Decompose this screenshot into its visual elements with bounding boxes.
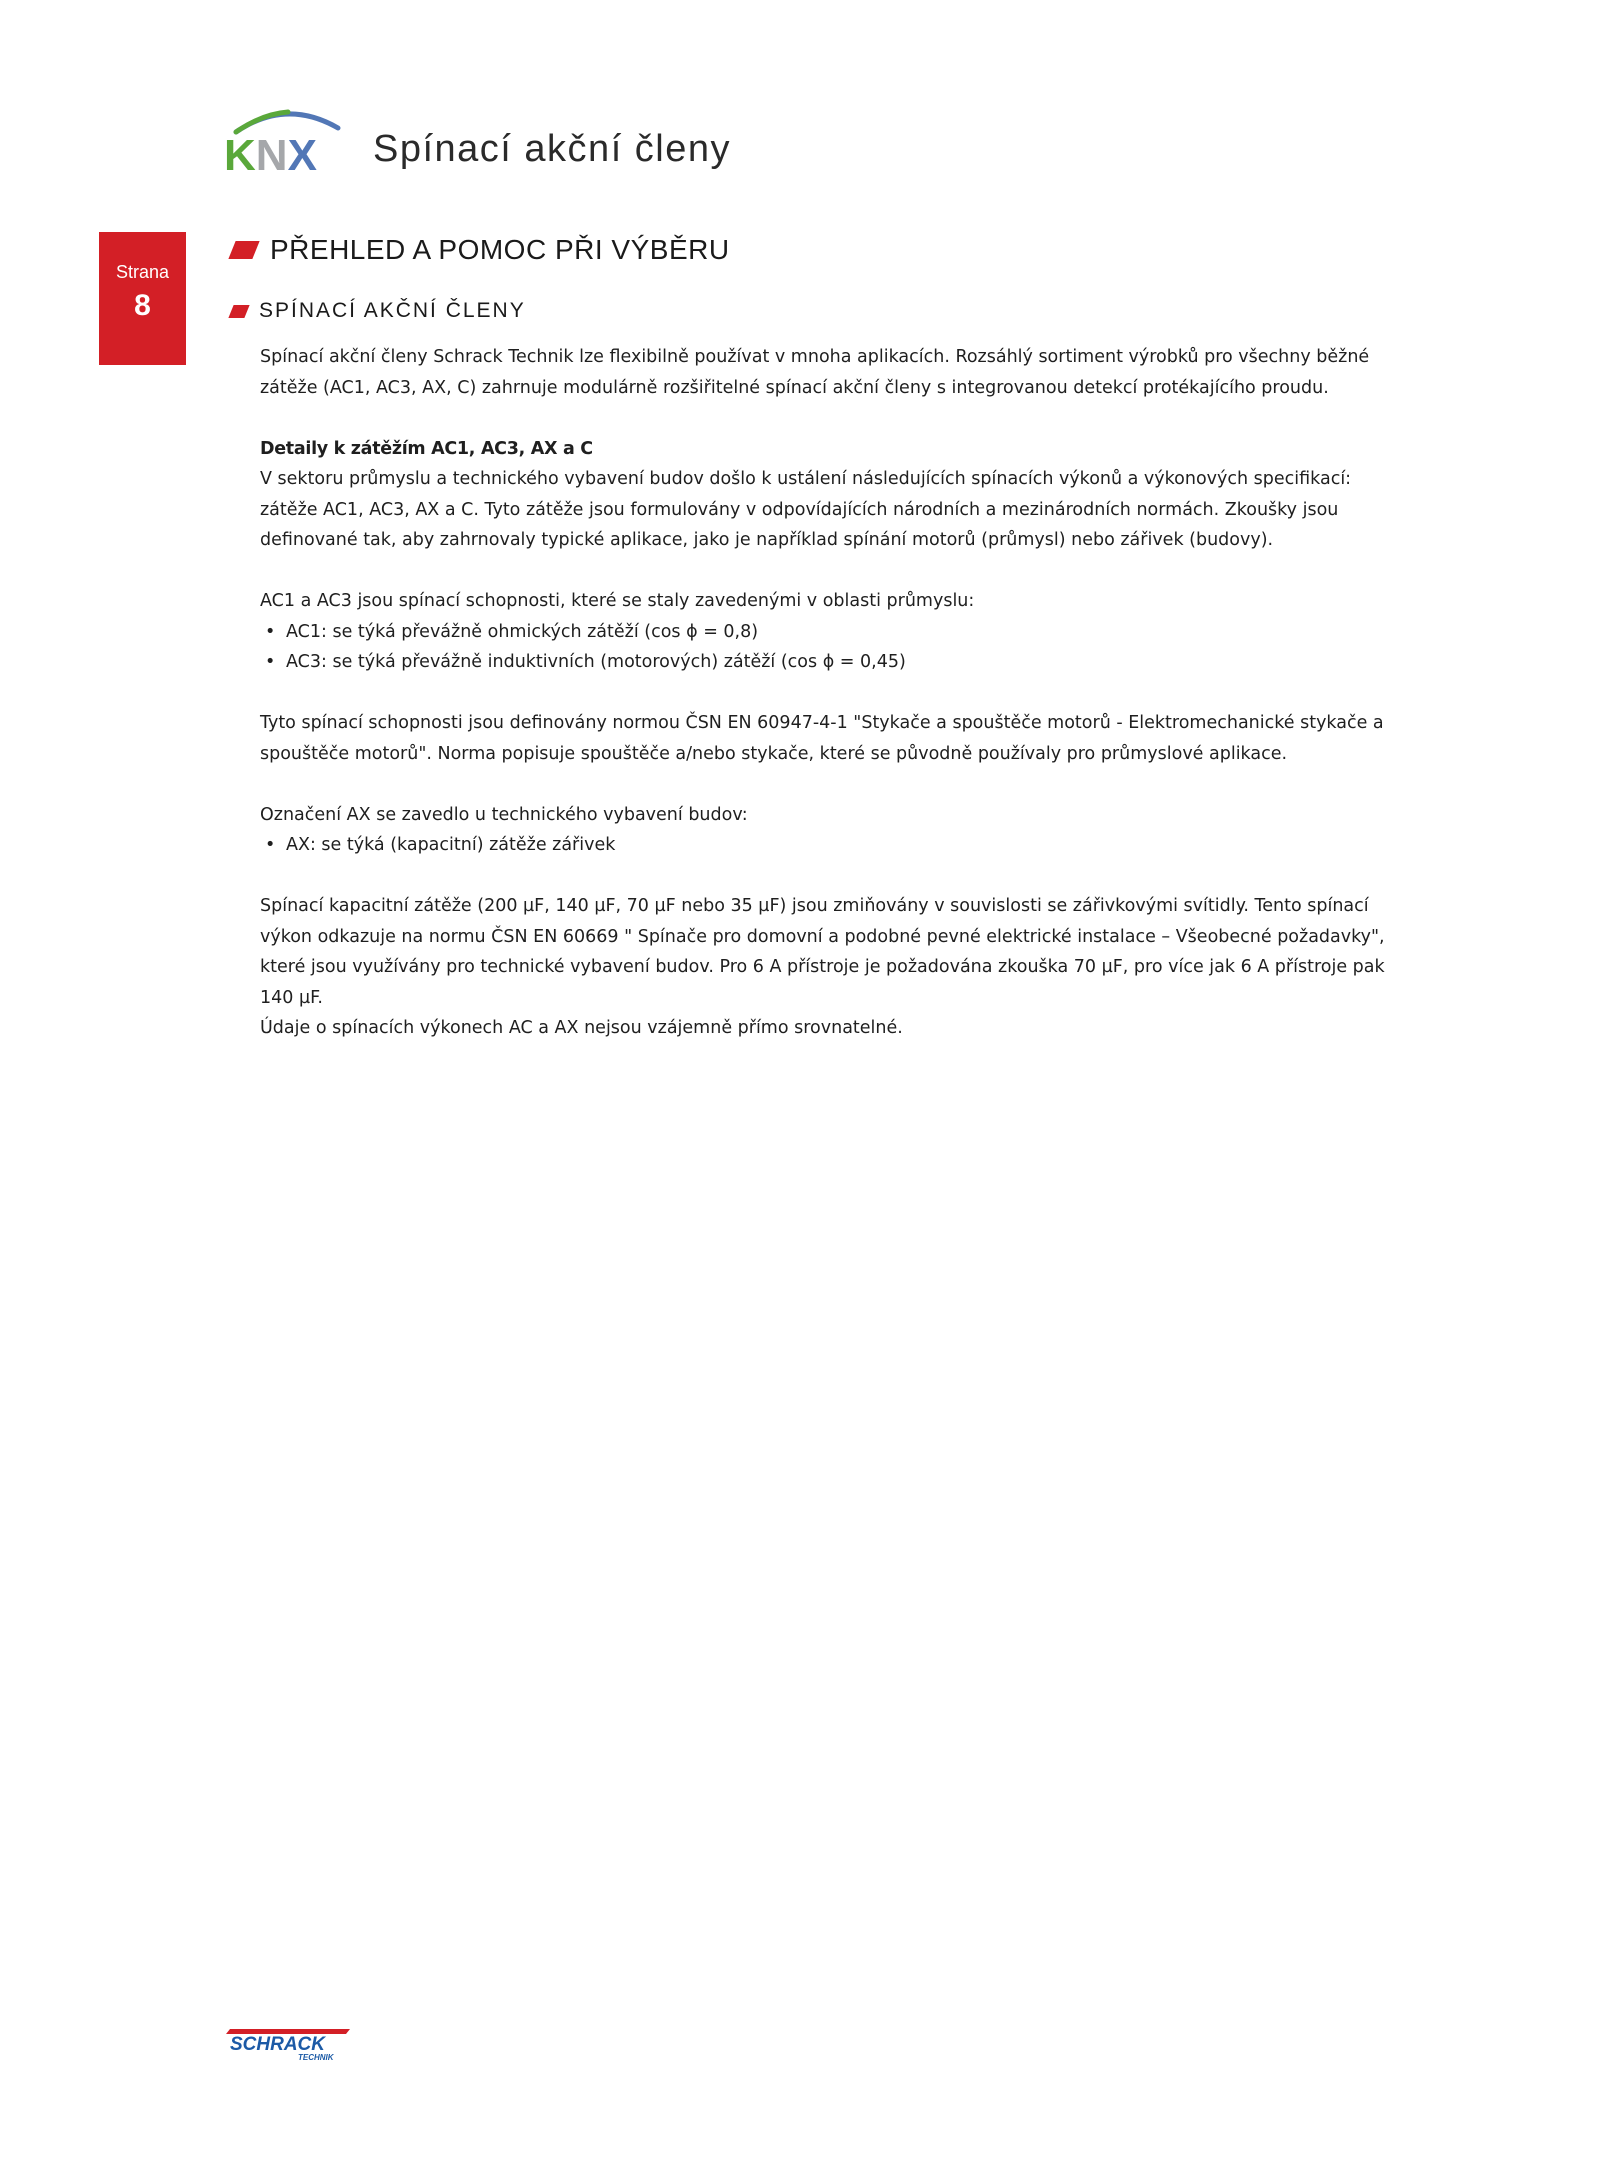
details-paragraph: V sektoru průmyslu a technického vybavení budov došlo k ustálení následujících spínacích výkonů a výkonových specifikací: zátěže AC1, AC3, AX a C. Tyto zátěže jsou formulovány v odpovídajících národních a mezinárodních normách. Zkoušky jsou definované tak, aby zahrnovaly typické aplikace, jako je například spínání motorů (průmysl) nebo zářivek (budovy). xyxy=(260,469,1352,550)
list-item: • AX: se týká (kapacitní) zátěže zářivek xyxy=(260,830,1400,861)
page-number: 8 xyxy=(134,289,151,322)
list-item: • AC1: se týká převážně ohmických zátěží (cos ϕ = 0,8) xyxy=(260,617,1400,648)
page-number-label: Strana xyxy=(115,262,170,282)
norm-paragraph: Tyto spínací schopnosti jsou definovány normou ČSN EN 60947-4-1 "Stykače a spouštěče motorů - Elektromechanické stykače a spouštěče motorů". Norma popisuje spouštěče a/nebo stykače, které se původně používaly pro průmyslové aplikace. xyxy=(260,713,1384,764)
page-header-title: Spínací akční členy xyxy=(373,128,732,170)
list-item: • AC3: se týká převážně induktivních (motorových) zátěží (cos ϕ = 0,45) xyxy=(260,647,1400,678)
comparison-paragraph: Údaje o spínacích výkonech AC a AX nejsou vzájemně přímo srovnatelné. xyxy=(260,1018,903,1038)
ax-intro-paragraph: Označení AX se zavedlo u technického vybavení budov: xyxy=(260,804,748,825)
schrack-logo xyxy=(224,2026,350,2062)
svg-text:KNX xyxy=(224,131,317,176)
subsection-marker-icon xyxy=(228,305,249,318)
section-heading-text: PŘEHLED A POMOC PŘI VÝBĚRU xyxy=(270,234,730,265)
knx-logo-n: N xyxy=(255,131,288,176)
body-content xyxy=(260,342,1400,1044)
ac-list xyxy=(260,617,1400,678)
section-heading xyxy=(228,232,730,268)
schrack-logo-subtext: TECHNIK xyxy=(298,2053,334,2062)
ac-intro-paragraph: AC1 a AC3 jsou spínací schopnosti, které se staly zavedenými v oblasti průmyslu: xyxy=(260,591,975,611)
knx-logo-k: K xyxy=(224,131,256,176)
ax-list xyxy=(260,830,1400,861)
subsection-heading xyxy=(228,296,526,326)
subsection-heading-text: SPÍNACÍ AKČNÍ ČLENY xyxy=(259,299,526,322)
intro-paragraph: Spínací akční členy Schrack Technik lze flexibilně používat v mnoha aplikacích. Rozsáhlý sortiment výrobků pro všechny běžné zátěže (AC1, AC3, AX, C) zahrnuje modulárně rozšiřitelné spínací akční členy s integrovanou detekcí protékajícího proudu. xyxy=(260,347,1370,398)
knx-logo xyxy=(222,104,352,176)
knx-logo-x: X xyxy=(287,131,317,176)
schrack-logo-text: SCHRACK xyxy=(230,2034,325,2055)
details-heading: Detaily k zátěžím AC1, AC3, AX a C xyxy=(260,438,593,459)
section-marker-icon xyxy=(228,241,259,259)
page-number-tab xyxy=(99,232,186,365)
capacitive-paragraph: Spínací kapacitní zátěže (200 µF, 140 µF, 70 µF nebo 35 µF) jsou zmiňovány v souvislosti se zářivkovými svítidly. Tento spínací výkon odkazuje na normu ČSN EN 60669 " Spínače pro domovní a podobné pevné elektrické instalace – Všeobecné požadavky", které jsou využívány pro technické vybavení budov. Pro 6 A přístroje je požadována zkouška 70 µF, pro více jak 6 A přístroje pak 140 µF. xyxy=(260,896,1385,1008)
